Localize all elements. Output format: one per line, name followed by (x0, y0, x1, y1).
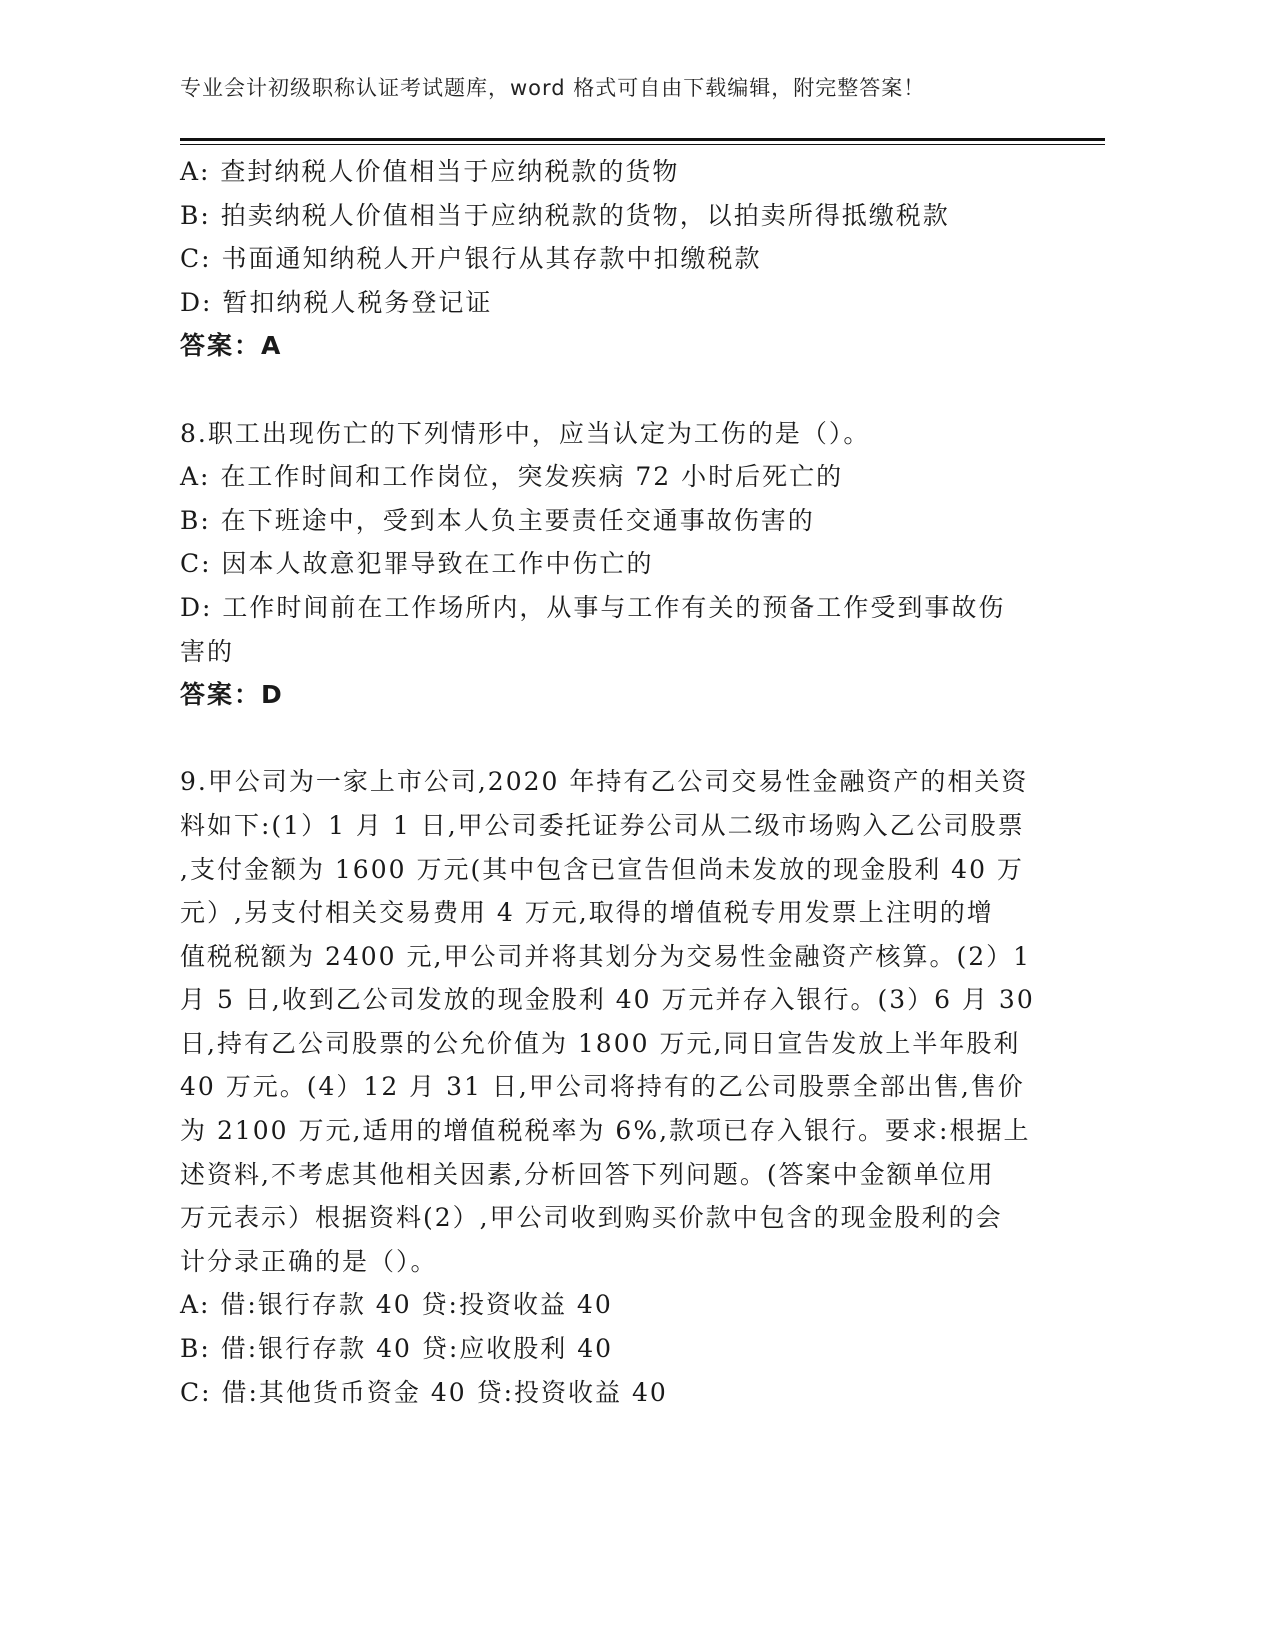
header-rule-thin (180, 144, 1105, 145)
q9-stem-line: ,支付金额为 1600 万元(其中包含已宣告但尚未发放的现金股利 40 万 (180, 854, 1024, 884)
q9-stem-line: 为 2100 万元,适用的增值税税率为 6%,款项已存入银行。要求:根据上 (180, 1116, 1031, 1146)
q9-stem-line: 40 万元。(4）12 月 31 日,甲公司将持有的乙公司股票全部出售,售价 (180, 1072, 1025, 1102)
q7-option-c: C: 书面通知纳税人开户银行从其存款中扣缴税款 (180, 244, 762, 274)
q8-option-a: A: 在工作时间和工作岗位，突发疾病 72 小时后死亡的 (180, 462, 844, 492)
header-rule-thick (180, 138, 1105, 141)
q9-stem-line: 计分录正确的是（）。 (180, 1246, 438, 1276)
spacer (180, 717, 1040, 761)
q9-stem-line: 值税税额为 2400 元,甲公司并将其划分为交易性金融资产核算。(2）1 (180, 941, 1032, 971)
page-header: 专业会计初级职称认证考试题库，word 格式可自由下载编辑，附完整答案！ (180, 76, 926, 100)
q8-option-b: B: 在下班途中，受到本人负主要责任交通事故伤害的 (180, 505, 815, 535)
q9-option-c: C: 借:其他货币资金 40 贷:投资收益 40 (180, 1377, 668, 1407)
q8-option-d: D: 工作时间前在工作场所内，从事与工作有关的预备工作受到事故伤 (180, 592, 1006, 622)
q8-stem: 8.职工出现伤亡的下列情形中，应当认定为工伤的是（）。 (180, 418, 871, 448)
q9-stem-line: 料如下:(1）1 月 1 日,甲公司委托证券公司从二级市场购入乙公司股票 (180, 810, 1025, 840)
q8-option-c: C: 因本人故意犯罪导致在工作中伤亡的 (180, 549, 654, 579)
q7-option-d: D: 暂扣纳税人税务登记证 (180, 287, 493, 317)
question-content (180, 150, 1040, 1414)
spacer (180, 368, 1040, 412)
q9-stem-line: 月 5 日,收到乙公司发放的现金股利 40 万元并存入银行。(3）6 月 30 (180, 985, 1035, 1015)
q9-stem-line: 万元表示）根据资料(2）,甲公司收到购买价款中包含的现金股利的会 (180, 1203, 1003, 1233)
q9-option-a: A: 借:银行存款 40 贷:投资收益 40 (180, 1290, 613, 1320)
q8-answer: 答案：D (180, 680, 284, 710)
q7-option-a: A: 查封纳税人价值相当于应纳税款的货物 (180, 157, 680, 186)
q9-stem-line: 日,持有乙公司股票的公允价值为 1800 万元,同日宣告发放上半年股利 (180, 1028, 1021, 1058)
q8-option-d-continued: 害的 (180, 636, 235, 666)
q9-option-b: B: 借:银行存款 40 贷:应收股利 40 (180, 1334, 614, 1364)
q7-option-b: B: 拍卖纳税人价值相当于应纳税款的货物，以拍卖所得抵缴税款 (180, 200, 950, 230)
q9-stem-line: 元）,另支付相关交易费用 4 万元,取得的增值税专用发票上注明的增 (180, 898, 994, 928)
q7-answer: 答案：A (180, 331, 283, 361)
q9-stem-line: 述资料,不考虑其他相关因素,分析回答下列问题。(答案中金额单位用 (180, 1159, 995, 1189)
q9-stem-line: 9.甲公司为一家上市公司,2020 年持有乙公司交易性金融资产的相关资 (180, 767, 1029, 797)
